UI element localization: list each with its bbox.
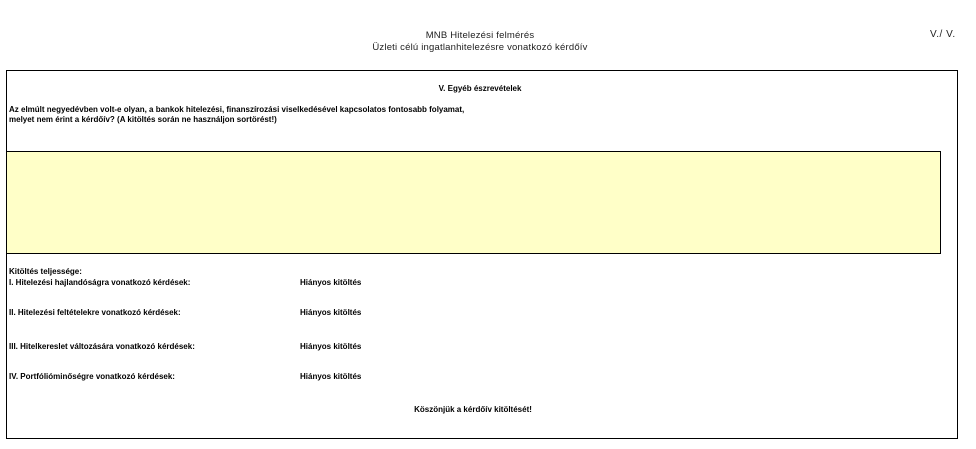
- answer-input[interactable]: [6, 151, 941, 254]
- form-subtitle: Üzleti célú ingatlanhitelezésre vonatkozó kérdőív: [372, 42, 588, 53]
- completeness-row-status-3: Hiányos kitöltés: [300, 342, 362, 351]
- completeness-row-label-1: I. Hitelezési hajlandóságra vonatkozó kérdések:: [9, 278, 191, 287]
- question-line-1: Az elmúlt negyedévben volt-e olyan, a bankok hitelezési, finanszírozási viselkedésével kapcsolatos fontosabb folyamat,: [9, 105, 465, 114]
- page-marker: V./ V.: [930, 29, 956, 40]
- form-title: MNB Hitelezési felmérés: [425, 30, 535, 41]
- completeness-row-label-3: III. Hitelkereslet változására vonatkozó kérdések:: [9, 342, 195, 351]
- section-title: V. Egyéb észrevételek: [438, 84, 522, 93]
- completeness-row-status-1: Hiányos kitöltés: [300, 278, 362, 287]
- completeness-row-label-4: IV. Portfólióminőségre vonatkozó kérdések:: [9, 372, 175, 381]
- question-line-2: melyet nem érint a kérdőív? (A kitöltés során ne használjon sortörést!): [9, 115, 277, 124]
- completeness-title: Kitöltés teljessége:: [9, 267, 82, 276]
- question-text: [9, 105, 709, 125]
- completeness-row-status-4: Hiányos kitöltés: [300, 372, 362, 381]
- form-frame: [6, 70, 958, 439]
- completeness-row-label-2: II. Hitelezési feltételekre vonatkozó kérdések:: [9, 308, 181, 317]
- completeness-row-status-2: Hiányos kitöltés: [300, 308, 362, 317]
- thanks-message: Köszönjük a kérdőív kitöltését!: [414, 405, 532, 414]
